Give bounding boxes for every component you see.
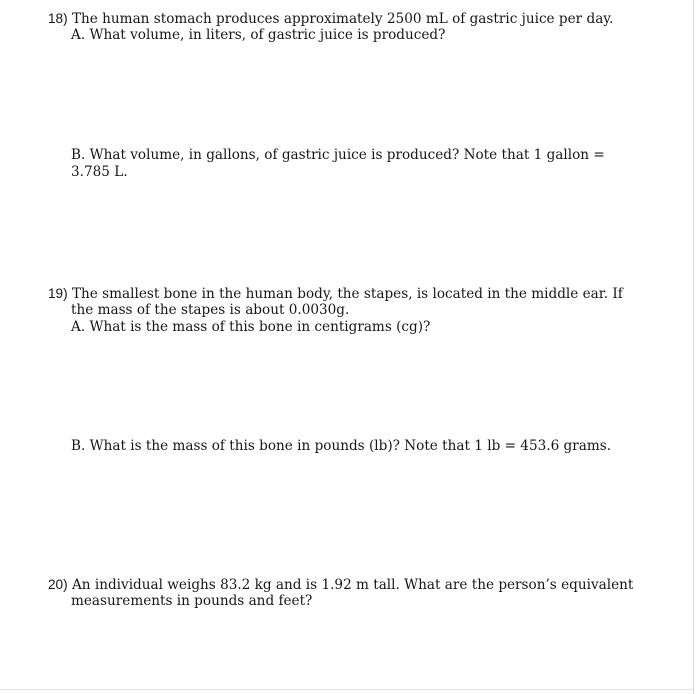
question-19b-text: What is the mass of this bone in pounds (lb)? Note that 1 lb = 453.6 grams. <box>89 438 612 454</box>
question-20-number: 20) <box>48 577 68 592</box>
question-18a-label: A. <box>71 27 86 43</box>
question-19b-line <box>71 438 611 455</box>
question-20-stem-line <box>48 576 633 594</box>
question-19a-text: What is the mass of this bone in centigrams (cg)? <box>89 319 431 335</box>
question-19b-label: B. <box>71 438 86 454</box>
question-18a-text: What volume, in liters, of gastric juice is produced? <box>89 27 446 43</box>
question-18b-text-continued: 3.785 L. <box>71 164 128 180</box>
question-18b-line <box>71 147 605 164</box>
question-18b-label: B. <box>71 147 86 163</box>
question-18a-line <box>71 27 445 44</box>
page-edge-bottom <box>0 689 694 690</box>
question-18-stem-line <box>48 10 614 28</box>
page-edge-right <box>693 0 694 694</box>
question-18-number: 18) <box>48 11 68 26</box>
question-19-number: 19) <box>48 286 68 301</box>
question-19a-line <box>71 319 430 336</box>
question-20-stem: An individual weighs 83.2 kg and is 1.92 m tall. What are the person’s equivalent <box>71 577 634 593</box>
question-18b-text: What volume, in gallons, of gastric juice is produced? Note that 1 gallon = <box>89 147 605 163</box>
question-20-stem-continued: measurements in pounds and feet? <box>71 593 313 609</box>
question-18-stem: The human stomach produces approximately 2500 mL of gastric juice per day. <box>71 11 614 27</box>
question-19-stem-line <box>48 285 623 303</box>
question-19-stem: The smallest bone in the human body, the stapes, is located in the middle ear. If <box>71 286 623 302</box>
question-19-stem-continued: the mass of the stapes is about 0.0030g. <box>71 302 350 318</box>
question-19a-label: A. <box>71 319 86 335</box>
